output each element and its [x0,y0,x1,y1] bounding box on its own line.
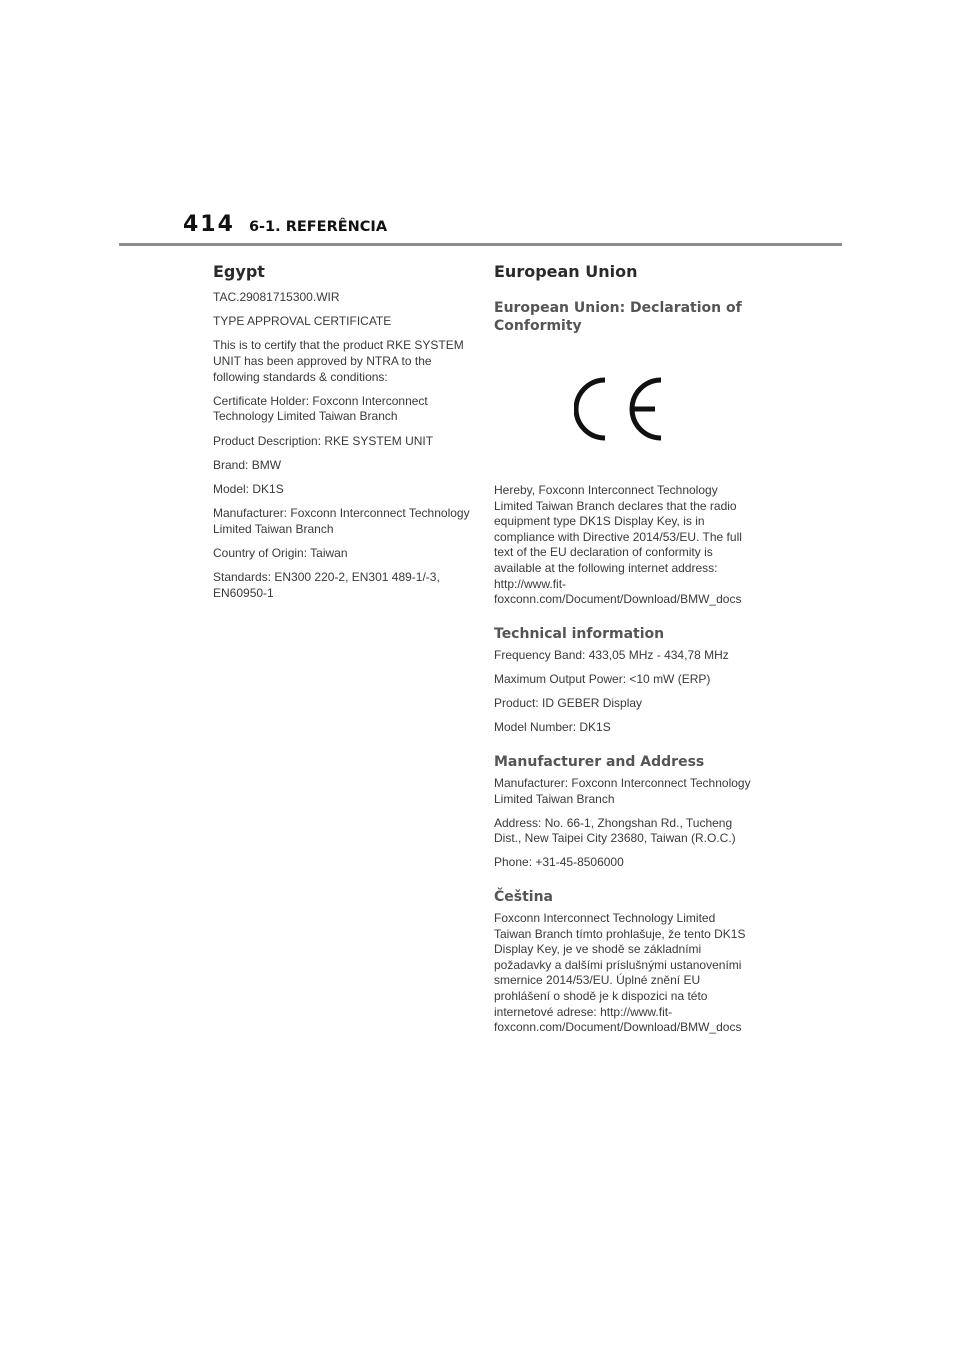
manufacturer-line: Manufacturer: Foxconn Interconnect Technology Limited Taiwan Branch [494,775,751,806]
page-number: 414 [183,212,235,237]
technical-line: Model Number: DK1S [494,720,611,735]
manufacturer-line: Address: No. 66-1, Zhongshan Rd., Tucheng Dist., New Taipei City 23680, Taiwan (R.O.C.) [494,815,736,846]
egypt-line: TAC.29081715300.WIR [213,290,340,304]
czech-text: Foxconn Interconnect Technology Limited Taiwan Branch tímto prohlašuje, že tento DK1S Display Key, je ve shodě se základními požadavky a dalšími príslušnými ustanoveními smernice 2014/53/EU. Úplné znění EU prohlášení o shodě je k dispozici na této internetové adrese: http://www.fit-foxconn.com/Document/Download/BMW_docs [494,911,746,1035]
egypt-line: Standards: EN300 220-2, EN301 489-1/-3, EN60950-1 [213,570,440,600]
ce-mark-icon [486,335,754,483]
egypt-line: Certificate Holder: Foxconn Interconnect Technology Limited Taiwan Branch [213,393,428,424]
egypt-line: Model: DK1S [213,481,284,496]
left-column [213,262,471,610]
declaration-text: Hereby, Foxconn Interconnect Technology Limited Taiwan Branch declares that the radio equipment type DK1S Display Key, is in compliance with Directive 2014/53/EU. The full text of the EU declaration of conformity is available at the following internet address: http://www.fit-foxconn.com/Document/Download/BMW_docs [494,483,742,607]
technical-line: Frequency Band: 433,05 MHz - 434,78 MHz [494,647,729,662]
egypt-line: Manufacturer: Foxconn Interconnect Technology Limited Taiwan Branch [213,506,470,536]
declaration-heading: European Union: Declaration of Conformity [494,300,742,334]
ce-mark-svg [574,376,666,442]
czech-heading: Čeština [494,889,554,906]
page-header [183,212,387,237]
technical-line: Product: ID GEBER Display [494,696,643,711]
header-rule [119,243,842,246]
egypt-line: Product Description: RKE SYSTEM UNIT [213,433,434,448]
manufacturer-line: Phone: +31-45-8506000 [494,855,624,870]
technical-line: Maximum Output Power: <10 mW (ERP) [494,671,711,686]
right-column [494,262,754,1044]
egypt-line: Brand: BMW [213,457,282,472]
egypt-line: This is to certify that the product RKE SYSTEM UNIT has been approved by NTRA to the following standards & conditions: [213,338,464,384]
eu-heading: European Union [494,262,638,281]
egypt-line: TYPE APPROVAL CERTIFICATE [213,314,392,329]
egypt-line: Country of Origin: Taiwan [213,545,348,560]
manufacturer-heading: Manufacturer and Address [494,753,705,770]
section-title: 6-1. REFERÊNCIA [248,219,388,235]
technical-heading: Technical information [494,625,665,642]
egypt-heading: Egypt [213,262,265,281]
